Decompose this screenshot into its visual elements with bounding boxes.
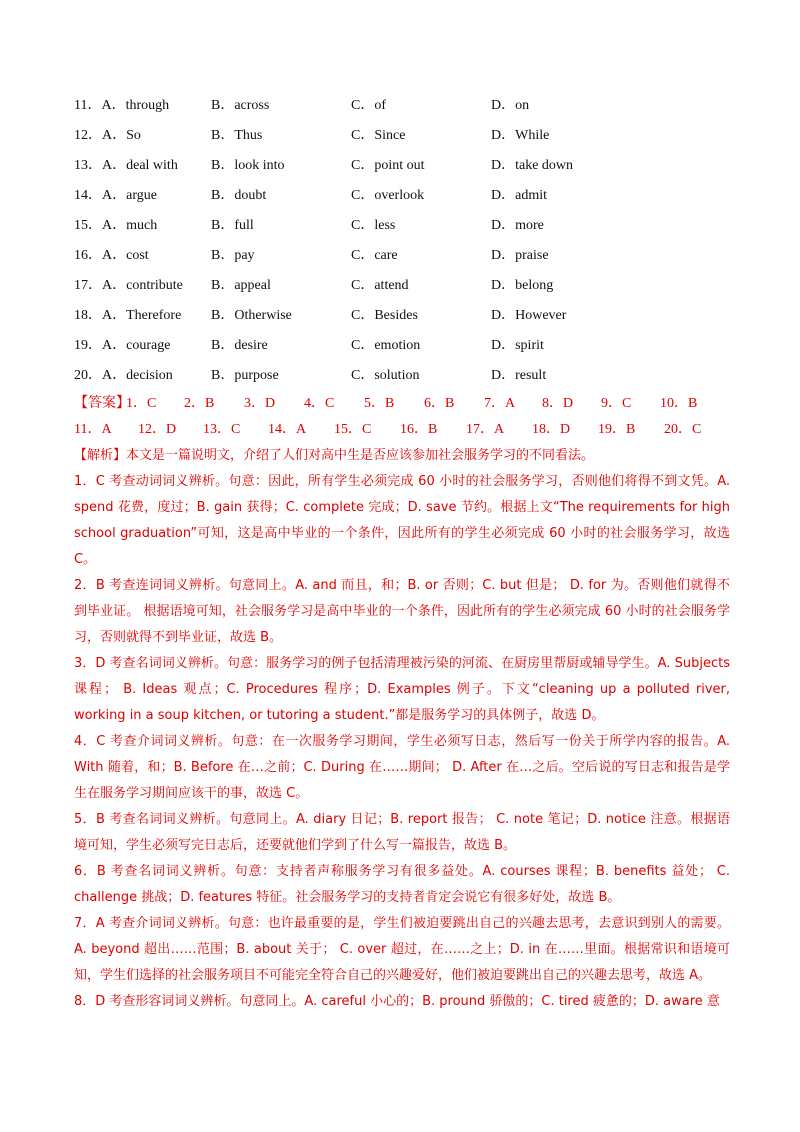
question-row (74, 185, 754, 207)
option-d: D．result (491, 368, 547, 383)
answer-item: 3．D (244, 396, 276, 411)
answer-item: 16．B (400, 422, 438, 437)
question-row (74, 275, 754, 297)
option-d: D．belong (491, 278, 554, 293)
option-b: B．doubt (211, 188, 267, 203)
question-row (74, 215, 754, 237)
question-row (74, 95, 754, 117)
option-b: B．across (211, 98, 270, 113)
option-a: 16．A．cost (74, 248, 149, 263)
option-d: D．However (491, 308, 567, 323)
option-a: 14．A．argue (74, 188, 157, 203)
analysis-item-3: 3．D 考查名词词义辨析。句意：服务学习的例子包括清理被污染的河流、在厨房里帮厨或辅导学生。A. Subjects 课程； B. Ideas 观点；C. Procedures 程序；D. Examples 例子。下文“cleaning up a polluted river, working in a soup kitchen, or tutoring a student.”都是服务学习的具体例子，故选 D。 (74, 656, 730, 723)
analysis-item-5: 5．B 考查名词词义辨析。句意同上。A. diary 日记；B. report 报告； C. note 笔记；D. notice 注意。根据语境可知，学生必须写完日志后，还要就他们学到了什么写一篇报告，故选 B。 (74, 812, 730, 853)
option-d: D．take down (491, 158, 574, 173)
option-c: C．Since (351, 128, 406, 143)
analysis-intro: 【解析】本文是一篇说明文，介绍了人们对高中生是否应该参加社会服务学习的不同看法。 (74, 448, 595, 463)
answer-item: 4．C (304, 396, 335, 411)
answer-item: 15．C (334, 422, 372, 437)
answer-item: 11．A (74, 422, 112, 437)
option-b: B．purpose (211, 368, 279, 383)
question-row (74, 365, 754, 387)
option-d: D．praise (491, 248, 549, 263)
answer-item: 5．B (364, 396, 395, 411)
answer-item: 7．A (484, 396, 516, 411)
option-c: C．overlook (351, 188, 425, 203)
option-b: B．appeal (211, 278, 271, 293)
answer-item: 17．A (466, 422, 505, 437)
answer-item: 10．B (660, 396, 698, 411)
answer-item: 12．D (138, 422, 177, 437)
option-c: C．of (351, 98, 386, 113)
analysis-section (74, 443, 730, 1015)
option-d: D．admit (491, 188, 547, 203)
option-b: B．Thus (211, 128, 263, 143)
option-d: D．more (491, 218, 544, 233)
question-row (74, 125, 754, 147)
option-b: B．pay (211, 248, 255, 263)
analysis-item-4: 4．C 考查介词词义辨析。句意：在一次服务学习期间，学生必须写日志，然后写一份关于所学内容的报告。A. With 随着，和；B. Before 在…之前；C. During 在……期间； D. After 在…之后。空后说的写日志和报告是学生在服务学习期间应该干的事，故选 C。 (74, 734, 730, 801)
option-c: C．emotion (351, 338, 421, 353)
option-c: C．care (351, 248, 398, 263)
answer-item: 20．C (664, 422, 702, 437)
option-b: B．look into (211, 158, 285, 173)
answer-item: 9．C (601, 396, 632, 411)
question-row (74, 245, 754, 267)
option-d: D．While (491, 128, 550, 143)
answer-item: 14．A (268, 422, 307, 437)
option-a: 18．A．Therefore (74, 308, 182, 323)
answer-label: 【答案】 (74, 396, 130, 411)
option-c: C．Besides (351, 308, 418, 323)
answer-item: 8．D (542, 396, 574, 411)
answer-item: 1．C (126, 396, 157, 411)
option-d: D．spirit (491, 338, 544, 353)
answer-item: 18．D (532, 422, 571, 437)
option-c: C．point out (351, 158, 425, 173)
answer-item: 19．B (598, 422, 636, 437)
option-b: B．desire (211, 338, 268, 353)
question-row (74, 335, 754, 357)
option-a: 17．A．contribute (74, 278, 183, 293)
option-a: 20．A．decision (74, 368, 173, 383)
answer-item: 2．B (184, 396, 215, 411)
answer-item: 6．B (424, 396, 455, 411)
option-c: C．solution (351, 368, 420, 383)
analysis-item-2: 2．B 考查连词词义辨析。句意同上。A. and 而且，和；B. or 否则；C. but 但是； D. for 为。否则他们就得不到毕业证。 根据语境可知，社会服务学习是高中毕业的一个条件，因此所有的学生必须完成 60 小时的社会服务学习，否则就得不到毕业证，故选 B。 (74, 578, 730, 645)
analysis-item-8: 8．D 考查形容词词义辨析。句意同上。A. careful 小心的；B. pround 骄傲的；C. tired 疲惫的；D. aware 意 (74, 994, 720, 1009)
answer-item: 13．C (203, 422, 241, 437)
option-a: 12．A．So (74, 128, 141, 143)
analysis-item-6: 6．B 考查名词词义辨析。句意：支持者声称服务学习有很多益处。A. courses 课程；B. benefits 益处； C. challenge 挑战；D. features 特征。社会服务学习的支持者肯定会说它有很多好处，故选 B。 (74, 864, 730, 905)
option-a: 15．A．much (74, 218, 158, 233)
question-row (74, 305, 754, 327)
option-c: C．less (351, 218, 396, 233)
analysis-item-7: 7．A 考查介词词义辨析。句意：也许最重要的是，学生们被迫要跳出自己的兴趣去思考，去意识到别人的需要。A. beyond 超出……范围；B. about 关于； C. over 超过，在……之上；D. in 在……里面。根据常识和语境可知，学生们选择的社会服务项目不可能完全符合自己的兴趣爱好，他们被迫要跳出自己的兴趣去思考，故选 A。 (74, 916, 730, 983)
analysis-item-1: 1．C 考查动词词义辨析。句意：因此，所有学生必须完成 60 小时的社会服务学习，否则他们将得不到文凭。A. spend 花费，度过；B. gain 获得；C. complete 完成；D. save 节约。根据上文“The requirements for high school graduation”可知，这是高中毕业的一个条件，因此所有的学生必须完成 60 小时的社会服务学习，故选 C。 (74, 474, 730, 567)
option-d: D．on (491, 98, 530, 113)
option-a: 11．A．through (74, 98, 170, 113)
option-b: B．full (211, 218, 254, 233)
option-a: 13．A．deal with (74, 158, 178, 173)
option-b: B．Otherwise (211, 308, 292, 323)
question-row (74, 155, 754, 177)
option-a: 19．A．courage (74, 338, 171, 353)
option-c: C．attend (351, 278, 409, 293)
